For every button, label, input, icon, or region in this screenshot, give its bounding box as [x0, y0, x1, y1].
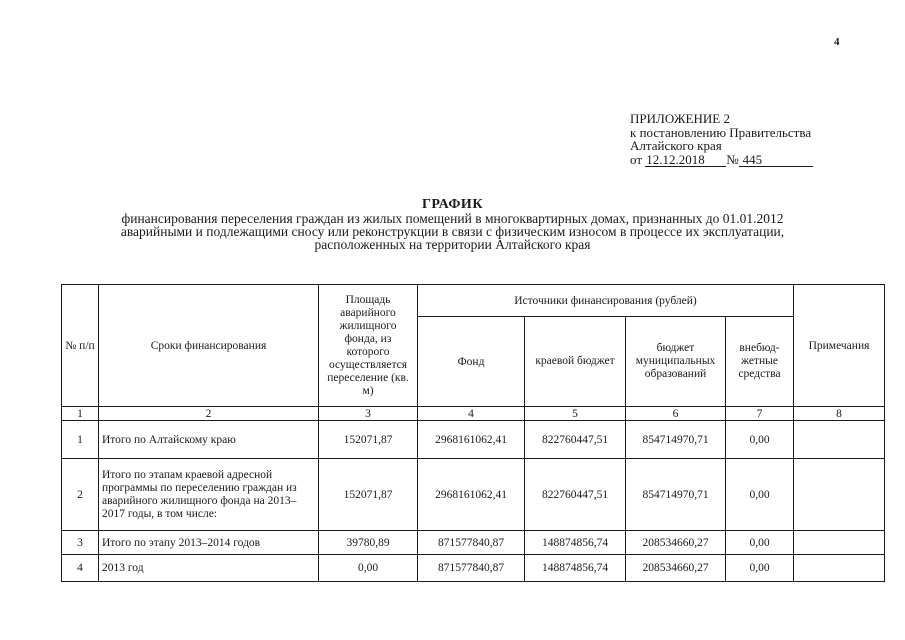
decree-number: 445 — [739, 154, 813, 167]
header-fund: Фонд — [418, 317, 525, 407]
column-number: 8 — [794, 407, 885, 421]
row-num: 4 — [62, 555, 99, 582]
header-area: Площадь аварийного жилищного фонда, из которого осуществляется переселение (кв. м) — [319, 285, 418, 407]
document-title — [40, 198, 865, 251]
row-terms: Итого по этапам краевой адресной программы по переселению граждан из аварийного жилищного фонда на 2013–2017 годы, в том числе: — [99, 459, 319, 531]
title-main: ГРАФИК — [422, 197, 483, 212]
row-extrabudget: 0,00 — [726, 531, 794, 555]
header-regional: краевой бюджет — [525, 317, 626, 407]
appendix-region: Алтайского края — [630, 138, 722, 153]
row-fund: 871577840,87 — [418, 531, 525, 555]
header-municipal: бюджет муниципальных образований — [626, 317, 726, 407]
table-row — [62, 555, 885, 582]
column-number: 3 — [319, 407, 418, 421]
column-number: 6 — [626, 407, 726, 421]
row-regional: 822760447,51 — [525, 459, 626, 531]
row-extrabudget: 0,00 — [726, 459, 794, 531]
row-fund: 871577840,87 — [418, 555, 525, 582]
header-extrabudget: внебюд-жетные средства — [726, 317, 794, 407]
date-prefix: от — [630, 151, 643, 167]
header-terms: Сроки финансирования — [99, 285, 319, 407]
appendix-title: ПРИЛОЖЕНИЕ 2 — [630, 111, 730, 126]
appendix-block — [630, 112, 813, 167]
financing-table — [61, 284, 885, 582]
row-notes — [794, 531, 885, 555]
row-fund: 2968161062,41 — [418, 459, 525, 531]
row-area: 152071,87 — [319, 421, 418, 459]
appendix-reference: к постановлению Правительства — [630, 124, 812, 140]
appendix-date-line — [630, 153, 813, 167]
row-area: 152071,87 — [319, 459, 418, 531]
row-municipal: 208534660,27 — [626, 555, 726, 582]
row-terms: 2013 год — [99, 555, 319, 582]
row-area: 39780,89 — [319, 531, 418, 555]
column-number: 4 — [418, 407, 525, 421]
row-municipal: 208534660,27 — [626, 531, 726, 555]
row-notes — [794, 555, 885, 582]
page-number: 4 — [834, 36, 840, 48]
column-number: 2 — [99, 407, 319, 421]
row-terms: Итого по Алтайскому краю — [99, 421, 319, 459]
row-regional: 822760447,51 — [525, 421, 626, 459]
row-municipal: 854714970,71 — [626, 459, 726, 531]
row-terms: Итого по этапу 2013–2014 годов — [99, 531, 319, 555]
header-num: № п/п — [62, 285, 99, 407]
row-extrabudget: 0,00 — [726, 421, 794, 459]
row-regional: 148874856,74 — [525, 531, 626, 555]
decree-date: 12.12.2018 — [645, 154, 726, 167]
row-num: 2 — [62, 459, 99, 531]
column-number-row — [62, 407, 885, 421]
title-line-3: расположенных на территории Алтайского края — [314, 237, 591, 252]
row-num: 1 — [62, 421, 99, 459]
header-notes: Примечания — [794, 285, 885, 407]
row-num: 3 — [62, 531, 99, 555]
row-municipal: 854714970,71 — [626, 421, 726, 459]
column-number: 1 — [62, 407, 99, 421]
header-row-1 — [62, 285, 885, 317]
header-sources: Источники финансирования (рублей) — [418, 285, 794, 317]
row-notes — [794, 421, 885, 459]
table-row — [62, 421, 885, 459]
row-area: 0,00 — [319, 555, 418, 582]
row-extrabudget: 0,00 — [726, 555, 794, 582]
title-line-1: финансирования переселения граждан из жилых помещений в многоквартирных домах, признанных до 01.01.2012 — [121, 211, 784, 226]
row-fund: 2968161062,41 — [418, 421, 525, 459]
table-row — [62, 459, 885, 531]
title-line-2: аварийными и подлежащими сносу или реконструкции в связи с физическим износом в процессе их эксплуатации, — [120, 224, 785, 239]
column-number: 7 — [726, 407, 794, 421]
row-notes — [794, 459, 885, 531]
table-row — [62, 531, 885, 555]
column-number: 5 — [525, 407, 626, 421]
row-regional: 148874856,74 — [525, 555, 626, 582]
number-sign: № — [726, 151, 739, 167]
